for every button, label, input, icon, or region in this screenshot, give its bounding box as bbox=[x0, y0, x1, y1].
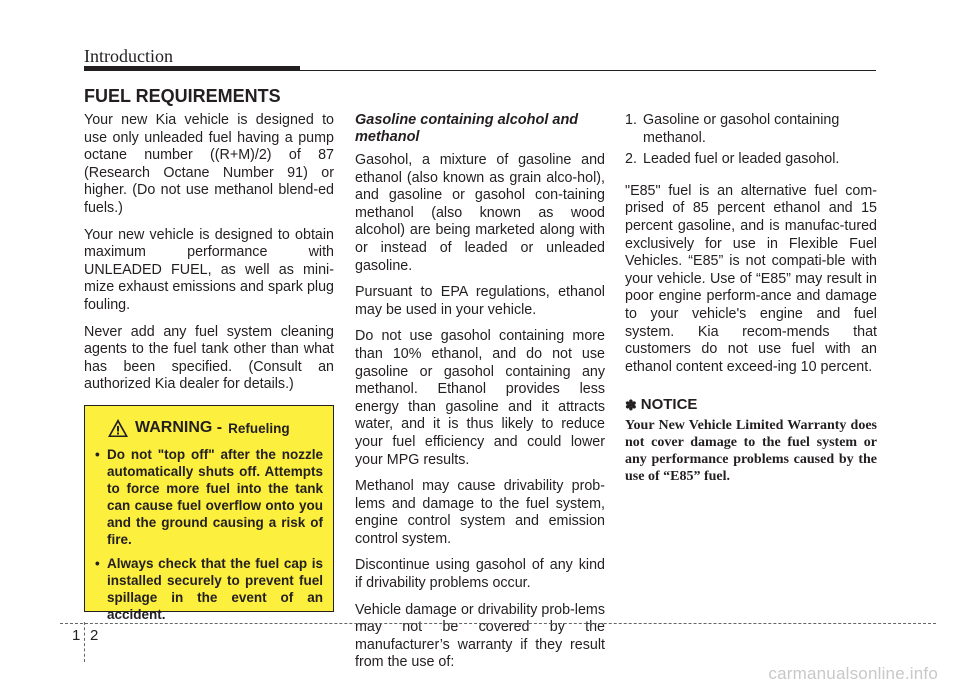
warning-item: • Do not "top off" after the nozzle automatically shuts off. Attempts to force more fuel into the tank can cause fuel overflow onto you and the ground causing a risk of fire. bbox=[95, 447, 323, 547]
warning-label: WARNING - bbox=[135, 419, 223, 436]
bullet-icon: • bbox=[95, 556, 100, 571]
bullet-icon: • bbox=[95, 447, 100, 462]
watermark: carmanualsonline.info bbox=[768, 664, 938, 683]
paragraph-unleaded-performance: Your new vehicle is designed to obtain maximum performance with UNLEADED FUEL, as well as mini-mize exhaust emissions and spark plug fouling. bbox=[84, 226, 334, 313]
notice-label: NOTICE bbox=[640, 396, 698, 414]
footer-rule bbox=[60, 623, 936, 624]
header-rule-thin bbox=[300, 70, 876, 71]
paragraph-methanol-problems: Methanol may cause drivability prob-lems and damage to the fuel system, engine control system and emission control system. bbox=[355, 478, 605, 547]
warning-subject: Refueling bbox=[228, 420, 290, 436]
list-item: 1. Gasoline or gasohol containing methanol. bbox=[625, 112, 840, 146]
chapter-number: 1 bbox=[72, 627, 81, 644]
section-header: Introduction bbox=[84, 46, 173, 66]
warning-header bbox=[95, 418, 323, 438]
paragraph-gasohol: Gasohol, a mixture of gasoline and ethanol (also known as grain alco-hol), and gasoline or gasohol con-taining methanol (also known as wood alcohol) are being marketed along with or instead of leaded or unleaded gasoline. bbox=[355, 152, 605, 274]
warning-list bbox=[95, 446, 323, 623]
column-left bbox=[84, 112, 334, 403]
footer-separator bbox=[84, 622, 85, 662]
notice-header bbox=[625, 396, 877, 414]
warning-item: • Always check that the fuel cap is installed securely to prevent fuel spillage in the event of an accident. bbox=[95, 556, 323, 622]
column-middle bbox=[355, 112, 605, 681]
paragraph-fuel-octane: Your new Kia vehicle is designed to use only unleaded fuel having a pump octane number ((R+M)/2) of 87 (Research Octane Number 91) or higher. (Do not use methanol blend-ed fuels.) bbox=[84, 112, 334, 216]
warning-box-refueling bbox=[84, 405, 334, 622]
list-item: 2. Leaded fuel or leaded gasohol. bbox=[625, 151, 840, 168]
subheading-alcohol-methanol: Gasoline containing alcohol and methanol bbox=[355, 112, 579, 145]
paragraph-warranty: Vehicle damage or drivability prob-lems may not be covered by the manufacturer’s warranty if they result from the use of: bbox=[355, 601, 605, 671]
notice-icon: ✽ bbox=[625, 397, 637, 414]
warning-triangle-icon bbox=[107, 418, 129, 438]
page-number: 2 bbox=[90, 627, 99, 644]
column-right bbox=[625, 112, 877, 485]
paragraph-discontinue: Discontinue using gasohol of any kind if drivability problems occur. bbox=[355, 557, 605, 592]
paragraph-e85: "E85" fuel is an alternative fuel com-prised of 85 percent ethanol and 15 percent gasoline, and is manufac-tured exclusively for use in Flexible Fuel Vehicles. “E85” is not compati-ble with your vehicle. Use of “E85” may result in poor engine perform-ance and damage to your vehicle's engine and fuel system. Kia recom-mends that customers do not use fuel with an ethanol content exceed-ing 10 percent. bbox=[625, 182, 877, 375]
page-title: FUEL REQUIREMENTS bbox=[84, 86, 281, 106]
paragraph-epa: Pursuant to EPA regulations, ethanol may be used in your vehicle. bbox=[355, 284, 605, 318]
paragraph-cleaning-agents: Never add any fuel system cleaning agents to the fuel tank other than what has been specified. (Consult an authorized Kia dealer for details.) bbox=[84, 323, 334, 393]
paragraph-ethanol-limit: Do not use gasohol containing more than 10% ethanol, and do not use gasoline or gasohol containing any methanol. Ethanol provides less energy than gasoline and it attracts water, and it is thus likely to reduce your fuel efficiency and could lower your MPG results. bbox=[355, 328, 605, 468]
notice-body: Your New Vehicle Limited Warranty does not cover damage to the fuel system or any performance problems caused by the use of “E85” fuel. bbox=[625, 417, 877, 484]
header-rule-thick bbox=[84, 66, 300, 71]
